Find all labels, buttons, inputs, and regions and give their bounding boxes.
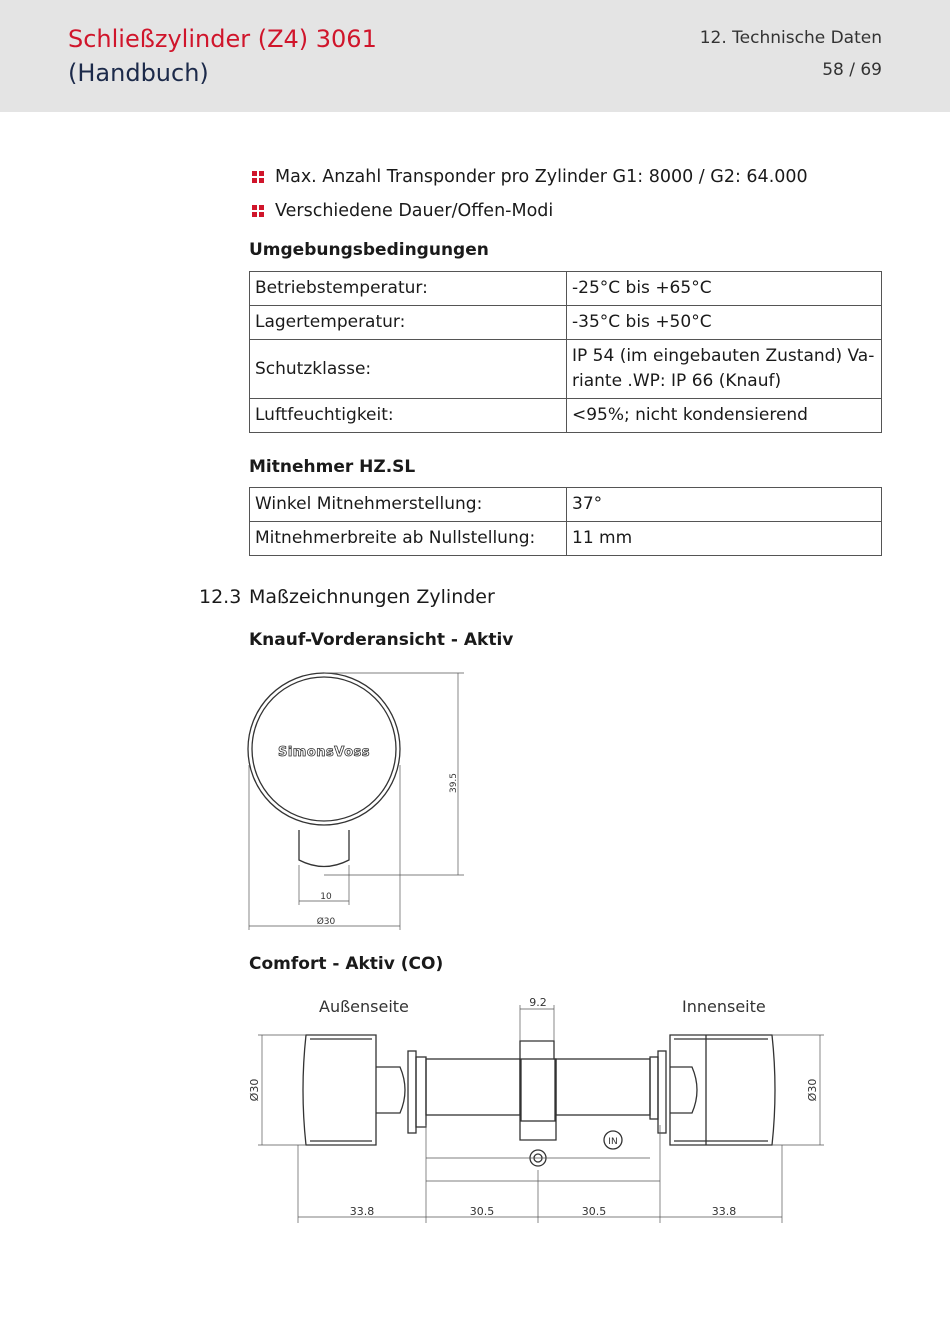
knob-front-drawing xyxy=(240,665,480,940)
dimension-half-right-label: 30.5 xyxy=(581,1205,607,1218)
table-cell-value: -35°C bis +50°C xyxy=(567,306,882,340)
right-knob xyxy=(670,1035,775,1145)
cam-heading: Mitnehmer HZ.SL xyxy=(249,457,416,477)
table-cell-key: Lagertemperatur: xyxy=(250,306,567,340)
table-cell-value: -25°C bis +65°C xyxy=(567,272,882,306)
section-number: 12.3 xyxy=(199,586,242,608)
document-title-line2: (Handbuch) xyxy=(68,59,209,87)
table-cell-value: 37° xyxy=(567,488,882,522)
left-knob-stem xyxy=(376,1067,405,1113)
cam-table xyxy=(249,487,882,556)
list-item xyxy=(252,160,808,194)
list-item xyxy=(252,194,808,228)
table-row xyxy=(250,340,882,399)
knob-neck xyxy=(299,830,349,867)
dimension-diameter-label: Ø30 xyxy=(316,917,336,927)
page-number: 58 / 69 xyxy=(822,60,882,80)
drawing1-heading: Knauf-Vorderansicht - Aktiv xyxy=(249,630,514,650)
right-rosette xyxy=(658,1051,666,1133)
document-title-line1: Schließzylinder (Z4) 3061 xyxy=(68,25,377,53)
table-cell-key: Luftfeuchtigkeit: xyxy=(250,399,567,433)
table-cell-key: Schutzklasse: xyxy=(250,340,567,399)
table-row xyxy=(250,488,882,522)
dimension-cam-label: 9.2 xyxy=(529,996,547,1009)
outside-label: Außenseite xyxy=(319,997,409,1016)
table-cell-value: IP 54 (im eingebauten Zustand) Va-riante .WP: IP 66 (Knauf) xyxy=(567,340,882,399)
cylinder-body-right xyxy=(556,1059,650,1115)
document-title xyxy=(68,22,377,90)
dimension-knob-right-label: 33.8 xyxy=(711,1205,737,1218)
environment-heading: Umgebungsbedingungen xyxy=(249,240,489,260)
drawing2-heading: Comfort - Aktiv (CO) xyxy=(249,954,444,974)
table-cell-key: Winkel Mitnehmerstellung: xyxy=(250,488,567,522)
feature-list xyxy=(252,160,808,228)
cam xyxy=(520,1041,556,1140)
table-row xyxy=(250,272,882,306)
in-mark-label: IN xyxy=(608,1137,618,1147)
dimension-diameter-left-label: Ø30 xyxy=(248,1078,261,1102)
dimension-half-left-label: 30.5 xyxy=(469,1205,495,1218)
knob-logo: SimonsVoss xyxy=(277,745,371,760)
cylinder-body-left xyxy=(426,1059,520,1115)
page-header xyxy=(0,0,950,112)
cylinder-side-drawing xyxy=(240,995,840,1230)
table-row xyxy=(250,522,882,556)
list-item-text: Max. Anzahl Transponder pro Zylinder G1: 8000 / G2: 64.000 xyxy=(275,167,808,187)
table-row xyxy=(250,306,882,340)
section-title: Maßzeichnungen Zylinder xyxy=(249,586,495,608)
left-knob xyxy=(303,1035,376,1145)
bullet-squares-icon xyxy=(252,205,264,217)
table-cell-key: Mitnehmerbreite ab Nullstellung: xyxy=(250,522,567,556)
dimension-diameter-right-label: Ø30 xyxy=(806,1078,819,1102)
right-knob-stem xyxy=(670,1067,697,1113)
environment-table xyxy=(249,271,882,433)
dimension-knob-left-label: 33.8 xyxy=(349,1205,375,1218)
left-rosette xyxy=(408,1051,416,1133)
list-item-text: Verschiedene Dauer/Offen-Modi xyxy=(275,201,554,221)
inside-label: Innenseite xyxy=(682,997,766,1016)
dimension-height-label: 39.5 xyxy=(449,772,459,794)
table-cell-value: 11 mm xyxy=(567,522,882,556)
chapter-title: 12. Technische Daten xyxy=(699,28,882,48)
dimension-neck-label: 10 xyxy=(320,892,332,902)
bullet-squares-icon xyxy=(252,171,264,183)
table-cell-value: <95%; nicht kondensierend xyxy=(567,399,882,433)
table-row xyxy=(250,399,882,433)
table-cell-key: Betriebstemperatur: xyxy=(250,272,567,306)
